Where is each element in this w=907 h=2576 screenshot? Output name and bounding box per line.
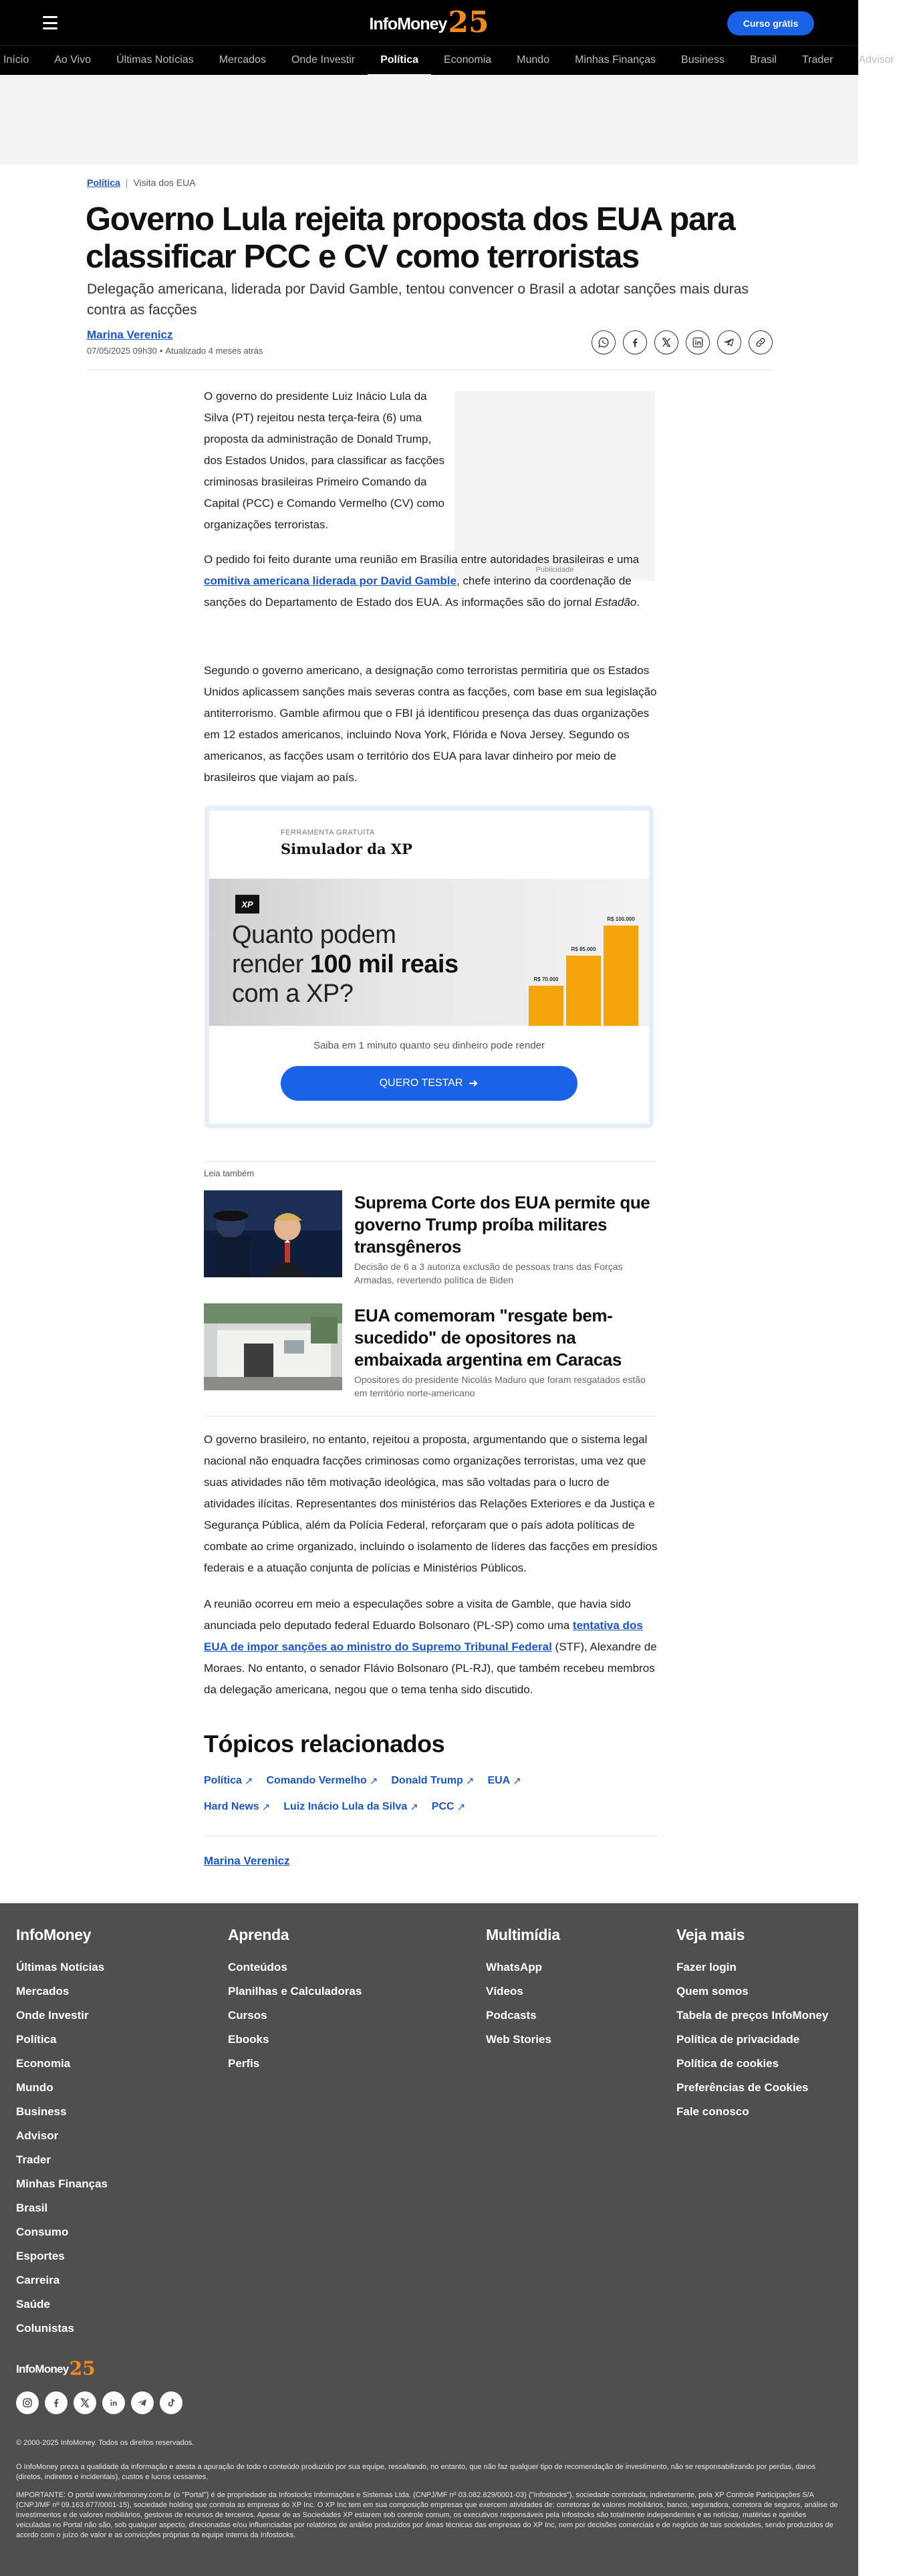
simulator-bar	[604, 926, 638, 1026]
xp-logo: XP	[235, 895, 259, 914]
article-headline: Governo Lula rejeita proposta dos EUA para classificar PCC e CV como terroristas	[86, 201, 735, 275]
nav-item-ao-vivo[interactable]: Ao Vivo	[54, 54, 92, 66]
telegram-link[interactable]	[131, 2391, 154, 2414]
read-also-section	[204, 1161, 656, 1398]
footer-link-business[interactable]: Business	[16, 2105, 67, 2118]
footer-col-veja-mais	[676, 1926, 828, 2124]
x-share-button[interactable]	[654, 330, 678, 354]
footer-link-politica-de-privacidade[interactable]: Política de privacidade	[676, 2033, 800, 2046]
topic-tag-eua[interactable]: EUA ↗	[487, 1775, 521, 1787]
footer-copyright: © 2000-2025 InfoMoney. Todos os direitos reservados.	[16, 2439, 195, 2447]
article-paragraph-5: A reunião ocorreu em meio a especulações sobre a visita de Gamble, que havia sido anunciada pelo deputado federal Eduardo Bolsonaro (PL-SP) como uma tentativa dos EUA de impor sanções ao ministro do Supremo Tribunal Federal (STF), Alexandre de Moraes. No entanto, o senador Flávio Bolsonaro (PL-RJ), que também recebeu membros da delegação americana, negou que o tema tenha sido discutido.	[204, 1598, 657, 1696]
external-arrow-icon: ↗	[513, 1776, 521, 1787]
footer-link-trader[interactable]: Trader	[16, 2153, 51, 2166]
footer-link-perfis[interactable]: Perfis	[228, 2057, 260, 2070]
article-paragraph-4: O governo brasileiro, no entanto, rejeitou a proposta, argumentando que o sistema legal nacional não enquadra facções criminosas como organizações terroristas, uma vez que suas atividades não têm motivação ideológica, mas são voltadas para o lucro de atividades ilícitas. Representantes dos ministérios das Relações Exteriores e da Justiça e Segurança Pública, além da Polícia Federal, reforçaram que o país adota políticas de combate ao crime organizado, incluindo o isolamento de líderes das facções em presídios federais e a atuação conjunta de polícias e Ministérios Públicos.	[204, 1433, 658, 1574]
footer-link-podcasts[interactable]: Podcasts	[486, 2009, 537, 2022]
related-desc-1: Decisão de 6 a 3 autoriza exclusão de pessoas trans das Forças Armadas, revertendo política de Biden	[354, 1261, 623, 1285]
whatsapp-icon	[598, 336, 610, 348]
stf-sanctions-link[interactable]: tentativa dos EUA de impor sanções ao ministro do Supremo Tribunal Federal	[204, 1619, 643, 1653]
author-footer-link[interactable]: Marina Verenicz	[204, 1854, 290, 1867]
related-desc-2: Opositores do presidente Nicolás Maduro que foram resgatados estão em território norte-americano	[354, 1374, 646, 1398]
footer-link-onde-investir[interactable]: Onde Investir	[16, 2009, 89, 2022]
share-bar	[592, 330, 773, 354]
footer-link-politica[interactable]: Política	[16, 2033, 57, 2046]
article-paragraph-2: O pedido foi feito durante uma reunião em Brasília entre autoridades brasileiras e uma comitiva americana liderada por David Gamble, chefe interino da coordenação de sanções do Departamento de Estado dos EUA. As informações são do jornal Estadão.	[204, 553, 640, 609]
footer-link-quem-somos[interactable]: Quem somos	[676, 1985, 749, 1998]
footer-col-multimidia	[486, 1926, 560, 2052]
nav-item-minhas-financas[interactable]: Minhas Finanças	[575, 54, 656, 66]
footer-link-economia[interactable]: Economia	[16, 2057, 71, 2070]
related-article-2[interactable]	[204, 1303, 656, 1398]
footer-col-aprenda	[228, 1926, 362, 2076]
footer-col-title: Veja mais	[676, 1926, 745, 1943]
site-footer	[0, 1903, 858, 2576]
topic-tag-luiz-inacio-lula-da-silva[interactable]: Luiz Inácio Lula da Silva ↗	[283, 1801, 418, 1813]
facebook-icon	[629, 336, 641, 348]
article-meta: 07/05/2025 09h30 • Atualizado 4 meses atrás	[87, 346, 263, 356]
footer-col-title: Aprenda	[228, 1926, 289, 1943]
external-arrow-icon: ↗	[244, 1776, 253, 1787]
simulator-title: Simulador da XP	[281, 841, 412, 857]
simulator-banner-text: Quanto podem render 100 mil reais com a XP?	[232, 921, 459, 1008]
footer-link-fale-conosco[interactable]: Fale conosco	[676, 2105, 749, 2118]
simulator-banner[interactable]	[209, 879, 649, 1026]
related-topics-row-2	[204, 1801, 658, 1813]
gamble-delegation-link[interactable]: comitiva americana liderada por David Gamble	[204, 574, 457, 587]
free-course-button[interactable]: Curso grátis	[727, 11, 814, 35]
footer-link-preferencias-de-cookies[interactable]: Preferências de Cookies	[676, 2081, 809, 2094]
tiktok-link[interactable]	[160, 2391, 182, 2414]
tiktok-icon	[165, 2397, 177, 2409]
footer-col-title: Multimídia	[486, 1926, 560, 1943]
nav-item-mundo[interactable]: Mundo	[517, 54, 550, 66]
related-topics-row-1	[204, 1775, 658, 1787]
footer-link-carreira[interactable]: Carreira	[16, 2274, 60, 2286]
footer-link-tabela-de-precos-infomoney[interactable]: Tabela de preços InfoMoney	[676, 2009, 829, 2022]
topic-tag-donald-trump[interactable]: Donald Trump ↗	[391, 1775, 475, 1787]
link-icon	[755, 336, 767, 348]
external-arrow-icon: ↗	[369, 1776, 378, 1787]
simulator-bar-label: R$ 70.000	[533, 976, 559, 982]
updated-time: Atualizado 4 meses atrás	[165, 346, 263, 356]
simulator-caption: Saiba em 1 minuto quanto seu dinheiro pode render	[313, 1040, 545, 1051]
breadcrumb-section-link[interactable]: Política	[87, 177, 120, 188]
facebook-link[interactable]	[45, 2391, 68, 2414]
nav-item-ultimas-noticias[interactable]: Últimas Notícias	[116, 54, 194, 66]
x-icon	[660, 336, 672, 348]
nav-item-economia[interactable]: Economia	[444, 54, 492, 66]
author-link[interactable]: Marina Verenicz	[87, 328, 173, 341]
footer-link-saude[interactable]: Saúde	[16, 2298, 51, 2311]
external-arrow-icon: ↗	[457, 1802, 466, 1813]
linkedin-icon	[692, 336, 704, 348]
nav-item-business[interactable]: Business	[681, 54, 725, 66]
x-icon	[79, 2397, 91, 2409]
facebook-icon	[50, 2397, 62, 2409]
try-simulator-button[interactable]: QUERO TESTAR	[281, 1066, 577, 1101]
telegram-share-button[interactable]	[717, 330, 741, 354]
footer-link-ultimas-noticias[interactable]: Últimas Notícias	[16, 1961, 105, 1973]
read-also-label: Leia também	[204, 1168, 255, 1178]
nav-item-trader[interactable]: Trader	[801, 54, 833, 66]
topic-tag-hard-news[interactable]: Hard News ↗	[204, 1801, 271, 1813]
nav-item-mercados[interactable]: Mercados	[219, 54, 266, 66]
footer-link-whatsapp[interactable]: WhatsApp	[486, 1961, 543, 1973]
footer-disclaimer-2: IMPORTANTE: O portal www.infomoney.com.br (o "Portal") é de propriedade da Infostocks Informações e Sistemas Ltda. (CNPJ/MF nº 03.082.829/0001-03) ("Infostocks"), sociedade controlada, indiretamente, pela XP Controle Participações S/A (CNPJ/MF nº 09.163.677/0001-15), sociedade holding que controla as empresas do XP Inc. O XP Inc tem em sua composição empresas que exercem atividades de: corretoras de valores mobiliários, banco, seguradora, corretora de seguros, análise de investimentos e de valores mobiliários, gestoras de recursos de terceiros. Apesar de as Sociedades XP estarem sob controle comum, os executivos responsáveis pela Infostocks são totalmente independentes e as notícias, matérias e opiniões veiculadas no Portal não são, sob qualquer aspecto, direcionadas e/ou influenciadas por relatórios de análise produzidos por áreas técnicas das empresas do XP Inc, nem por decisões comerciais e de negócio de tais sociedades, sendo produzidos de acordo com o juízo de valor e as convicções próprias da equipe interna da Infostocks.	[16, 2491, 838, 2539]
footer-link-colunistas[interactable]: Colunistas	[16, 2322, 74, 2335]
menu-icon[interactable]	[43, 16, 57, 29]
nav-item-brasil[interactable]: Brasil	[749, 54, 777, 66]
topic-tag-politica[interactable]: Política ↗	[204, 1775, 253, 1787]
simulator-bar	[529, 986, 563, 1026]
footer-link-videos[interactable]: Vídeos	[486, 1985, 523, 1998]
breadcrumb-tag: Visita dos EUA	[133, 177, 196, 188]
x-link[interactable]	[74, 2391, 96, 2414]
linkedin-share-button[interactable]	[686, 330, 710, 354]
simulator-kicker: FERRAMENTA GRATUITA	[281, 829, 375, 837]
footer-col-title: InfoMoney	[16, 1926, 92, 1943]
site-logo[interactable]: InfoMoney 25	[369, 5, 489, 39]
footer-link-consumo[interactable]: Consumo	[16, 2226, 69, 2238]
related-thumbnail-1	[204, 1190, 342, 1277]
article-paragraph-1: O governo do presidente Luiz Inácio Lula da Silva (PT) rejeitou nesta terça-feira (6) uma proposta da administração de Donald Trump, dos Estados Unidos, para classificar as facções criminosas brasileiras Primeiro Comando da Capital (PCC) e Comando Vermelho (CV) como organizações terroristas.	[204, 390, 445, 531]
external-arrow-icon: ↗	[410, 1802, 418, 1813]
copy-link-button[interactable]	[749, 330, 773, 354]
simulator-bar	[566, 956, 601, 1026]
simulator-bar-label: R$ 100.000	[607, 916, 635, 922]
simulator-bar-label: R$ 85.000	[571, 946, 596, 952]
related-topics-title: Tópicos relacionados	[204, 1730, 445, 1757]
footer-link-fazer-login[interactable]: Fazer login	[676, 1961, 737, 1973]
arrow-right-icon	[468, 1078, 479, 1089]
facebook-share-button[interactable]	[623, 330, 647, 354]
related-article-1[interactable]	[204, 1190, 656, 1285]
linkedin-link[interactable]	[102, 2391, 125, 2414]
nav-item-onde-investir[interactable]: Onde Investir	[291, 54, 356, 66]
ad-label: Publicidade	[535, 566, 574, 574]
telegram-icon	[136, 2397, 148, 2409]
publish-date: 07/05/2025 09h30	[87, 346, 157, 356]
instagram-icon	[21, 2397, 33, 2409]
footer-logo[interactable]: InfoMoney 25	[16, 2357, 96, 2379]
topic-tag-comando-vermelho[interactable]: Comando Vermelho ↗	[266, 1775, 378, 1787]
footer-link-esportes[interactable]: Esportes	[16, 2250, 65, 2262]
external-arrow-icon: ↗	[261, 1802, 271, 1813]
footer-link-mundo[interactable]: Mundo	[16, 2081, 53, 2094]
related-title-2[interactable]: EUA comemoram "resgate bem-sucedido" de opositores na embaixada argentina em Caracas	[354, 1305, 622, 1370]
telegram-icon	[723, 336, 735, 348]
topic-tag-pcc[interactable]: PCC ↗	[431, 1801, 466, 1813]
external-arrow-icon: ↗	[465, 1776, 475, 1787]
footer-link-mercados[interactable]: Mercados	[16, 1985, 70, 1998]
article-paragraph-3: Segundo o governo americano, a designação como terroristas permitiria que os Estados Unidos aplicassem sanções mais severas contra as facções, com base em sua legislação antiterrorismo. Gamble afirmou que o FBI já identificou presença das duas organizações em 12 estados americanos, incluindo Nova York, Flórida e Nova Jersey. Segundo os americanos, as facções usam o território dos EUA para lavar dinheiro por meio de brasileiros que viajam ao país.	[204, 664, 657, 784]
related-title-1[interactable]: Suprema Corte dos EUA permite que governo Trump proíba militares transgêneros	[354, 1192, 650, 1257]
footer-link-minhas-financas[interactable]: Minhas Finanças	[16, 2177, 108, 2190]
footer-link-politica-de-cookies[interactable]: Política de cookies	[676, 2057, 779, 2070]
main-nav	[0, 45, 894, 75]
footer-link-cursos[interactable]: Cursos	[228, 2009, 267, 2022]
footer-link-advisor[interactable]: Advisor	[16, 2129, 59, 2142]
footer-col-infomoney	[16, 1926, 108, 2341]
footer-social-links	[16, 2391, 182, 2414]
related-thumbnail-2	[204, 1303, 342, 1390]
nav-item-inicio[interactable]: Início	[3, 54, 29, 66]
breadcrumb: Política | Visita dos EUA	[87, 177, 196, 188]
footer-link-web-stories[interactable]: Web Stories	[486, 2033, 551, 2046]
footer-link-brasil[interactable]: Brasil	[16, 2202, 48, 2214]
whatsapp-share-button[interactable]	[592, 330, 616, 354]
footer-link-conteudos[interactable]: Conteúdos	[228, 1961, 287, 1973]
top-bar	[0, 0, 858, 45]
article-subtitle: Delegação americana, liderada por David Gamble, tentou convencer o Brasil a adotar sanções mais duras contra as facções	[87, 282, 749, 318]
site-header	[0, 0, 894, 75]
nav-item-advisor[interactable]: Advisor	[858, 54, 894, 66]
linkedin-icon	[108, 2397, 120, 2409]
footer-link-ebooks[interactable]: Ebooks	[228, 2033, 269, 2046]
instagram-link[interactable]	[16, 2391, 39, 2414]
nav-item-politica[interactable]: Política	[368, 46, 431, 76]
footer-link-planilhas-e-calculadoras[interactable]: Planilhas e Calculadoras	[228, 1985, 362, 1998]
footer-disclaimer-1: O InfoMoney preza a qualidade da informação e atesta a apuração de todo o conteúdo produzido por sua equipe, ressaltando, no entanto, que não faz qualquer tipo de recomendação de investimento, não se responsabilizando por perdas, danos (diretos, indiretos e incidentais), custos e lucros cessantes.	[16, 2463, 816, 2481]
xp-simulator-widget	[205, 806, 654, 1128]
